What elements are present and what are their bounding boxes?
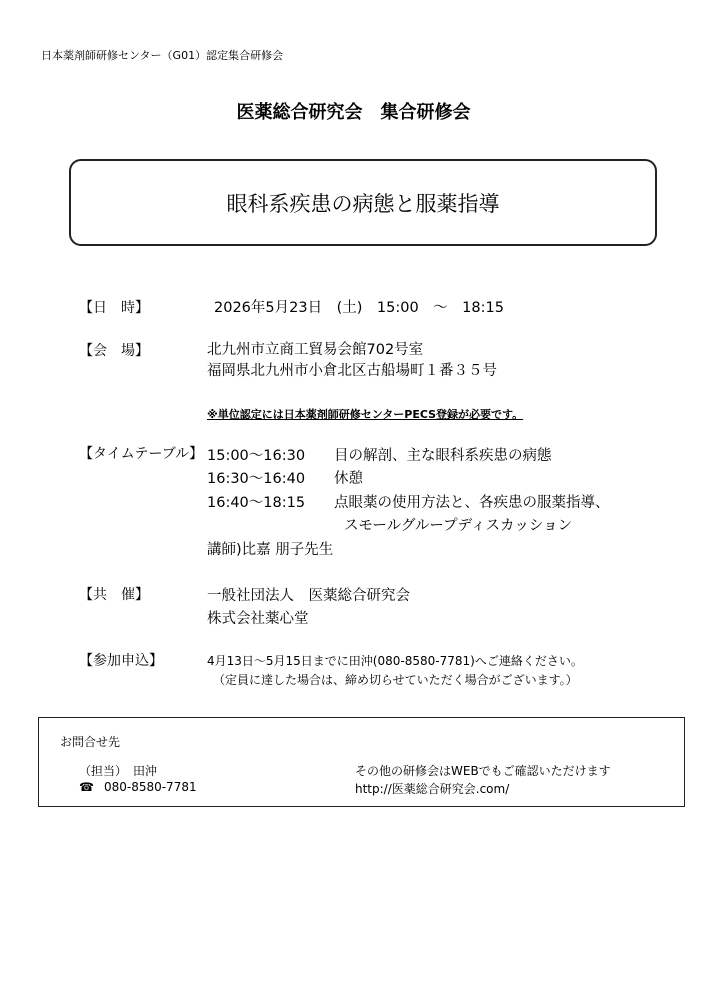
timetable-text: 点眼薬の使用方法と、各疾患の服薬指導、 (334, 495, 610, 511)
web-note: その他の研修会はWEBでもご確認いただけます (355, 764, 611, 778)
telephone-icon: ☎ (79, 780, 94, 794)
timetable-time: 16:30～16:40 (207, 471, 306, 487)
pecs-notice: ※単位認定には日本薬剤師研修センターPECS登録が必要です。 (207, 408, 524, 421)
venue-name: 北九州市立商工貿易会館702号室 (207, 342, 424, 358)
contact-heading: お問合せ先 (60, 735, 121, 749)
application-label: 【参加申込】 (79, 653, 163, 669)
timetable-text: 目の解剖、主な眼科系疾患の病態 (334, 448, 552, 464)
organizer-name: 一般社団法人 医薬総合研究会 (207, 588, 410, 604)
main-title: 医薬総合研究会 集合研修会 (236, 102, 471, 123)
lecturer: 講師)比嘉 朋子先生 (207, 542, 334, 558)
website-link[interactable]: http://医薬総合研究会.com/ (355, 782, 510, 796)
organizer-company: 株式会社薬心堂 (207, 611, 309, 627)
timetable-time: 15:00～16:30 (207, 448, 306, 464)
venue-label: 【会 場】 (79, 343, 149, 359)
timetable-time: 16:40～18:15 (207, 495, 306, 511)
contact-phone-row (79, 780, 197, 794)
contact-person: （担当） 田沖 (79, 764, 158, 778)
date-value: 2026年5月23日 (土) 15:00 ～ 18:15 (214, 300, 504, 316)
application-note: （定員に達した場合は、締め切らせていただく場合がございます。） (213, 673, 578, 687)
contact-phone: 080-8580-7781 (103, 780, 197, 794)
course-title-box (69, 159, 657, 246)
organizer-label: 【共 催】 (79, 587, 149, 603)
timetable-continuation: スモールグループディスカッション (344, 518, 573, 534)
course-title: 眼科系疾患の病態と服薬指導 (226, 191, 500, 216)
timetable-text: 休憩 (334, 471, 363, 487)
header-note: 日本薬剤師研修センター（G01）認定集合研修会 (41, 49, 284, 62)
venue-address: 福岡県北九州市小倉北区古船場町１番３５号 (207, 363, 497, 379)
timetable-label: 【タイムテーブル】 (79, 446, 204, 462)
application-info: 4月13日～5月15日までに田沖(080-8580-7781)へご連絡ください。 (207, 654, 583, 668)
date-label: 【日 時】 (79, 300, 149, 316)
